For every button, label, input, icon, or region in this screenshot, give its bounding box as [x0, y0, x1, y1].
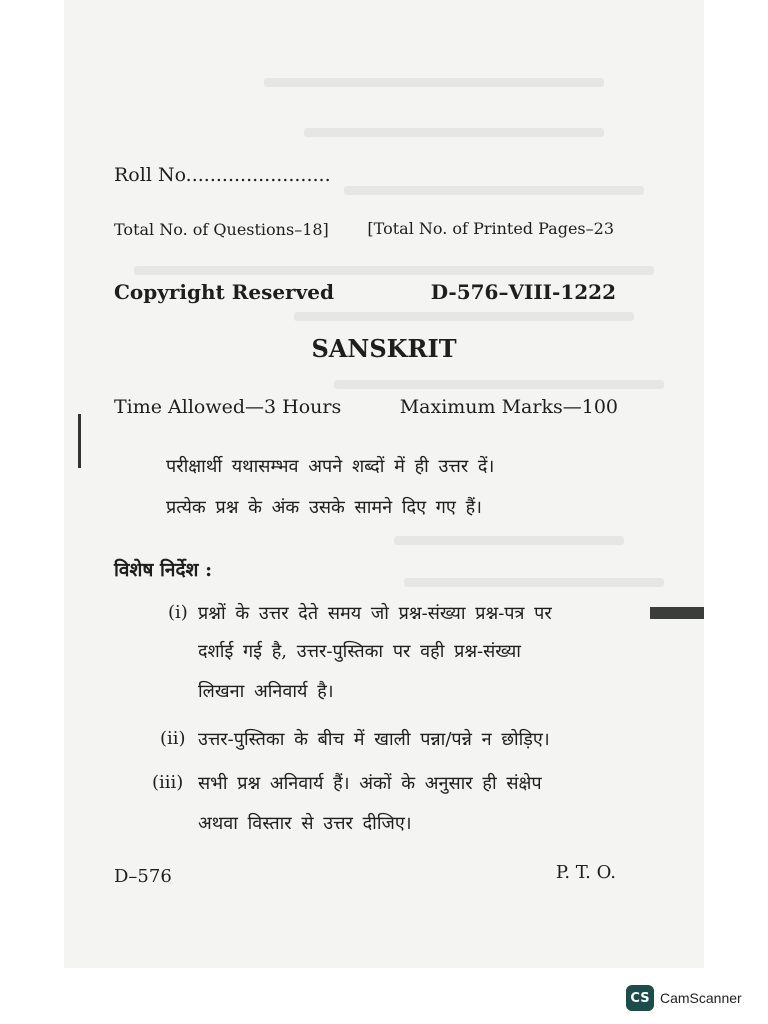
instruction-i-line-1: प्रश्नों के उत्तर देते समय जो प्रश्न-संख्या प्रश्न-पत्र पर — [198, 603, 552, 624]
camscanner-icon: CS — [626, 985, 654, 1011]
total-questions: Total No. of Questions–18] — [114, 220, 329, 239]
instruction-number-iii: (iii) — [152, 772, 184, 793]
instruction-i-line-2: दर्शाई गई है, उत्तर-पुस्तिका पर वही प्रश्न-संख्या — [198, 641, 521, 662]
instruction-iii-line-1: सभी प्रश्न अनिवार्य हैं। अंकों के अनुसार ही संक्षेप — [198, 773, 542, 794]
time-allowed: Time Allowed—3 Hours — [114, 396, 342, 418]
footer-paper-code: D–576 — [114, 866, 172, 887]
scan-redaction-bar — [650, 607, 704, 619]
total-printed-pages: [Total No. of Printed Pages–23 — [367, 219, 614, 238]
roll-number-line: Roll No........................ — [114, 164, 331, 186]
scan-edge-mark — [78, 414, 81, 468]
general-instruction-2: प्रत्येक प्रश्न के अंक उसके सामने दिए गए हैं। — [166, 497, 482, 518]
general-instruction-1: परीक्षार्थी यथासम्भव अपने शब्दों में ही उत्तर दें। — [166, 456, 495, 477]
paper-code: D-576–VIII-1222 — [430, 280, 616, 304]
instruction-i-line-3: लिखना अनिवार्य है। — [198, 681, 334, 702]
copyright-notice: Copyright Reserved — [114, 280, 334, 304]
instruction-number-i: (i) — [168, 602, 188, 623]
please-turn-over: P. T. O. — [555, 862, 616, 883]
camscanner-label: CamScanner — [660, 990, 742, 1006]
maximum-marks: Maximum Marks—100 — [399, 396, 618, 418]
subject-title: SANSKRIT — [311, 334, 457, 363]
instruction-iii-line-2: अथवा विस्तार से उत्तर दीजिए। — [198, 813, 412, 834]
special-instructions-heading: विशेष निर्देश : — [114, 559, 213, 581]
camscanner-watermark — [626, 985, 742, 1011]
instruction-ii-line-1: उत्तर-पुस्तिका के बीच में खाली पन्ना/पन्ने न छोड़िए। — [198, 729, 550, 750]
instruction-number-ii: (ii) — [160, 728, 186, 749]
